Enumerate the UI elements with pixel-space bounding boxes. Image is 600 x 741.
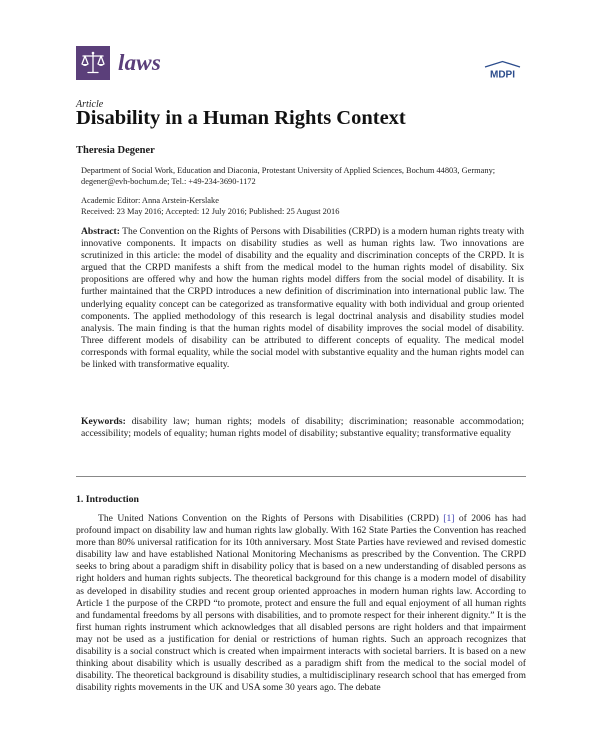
author-name: Theresia Degener [76, 145, 155, 156]
author-affiliation: Department of Social Work, Education and Diaconia, Protestant University of Applied Sciences, Bochum 44803, Germany; degener@evh-bochum.de; Tel.: +49-234-3690-1172 [81, 166, 496, 186]
publisher-name: MDPI [490, 69, 515, 80]
editor-dates-block [81, 195, 526, 217]
abstract-label: Abstract: [81, 226, 120, 237]
keywords-text: disability law; human rights; models of disability; discrimination; reasonable accommodation; accessibility; models of equality; human rights model of disability; substantive equality; transformative equality [81, 416, 524, 440]
section-heading: 1. Introduction [76, 494, 139, 505]
abstract-text: The Convention on the Rights of Persons with Disabilities (CRPD) is a modern human rights treaty with innovative components. It impacts on disability studies as well as human rights law. Two innovations are scrutinized in this article: the model of disability and the equality and discrimination concepts of the CRPD. It is argued that the CRPD manifests a shift from the medical model to the human rights model of disability. Six propositions are offered why and how the human rights model differs from the social model of disability. It is further maintained that the CRPD introduces a new definition of discrimination into international public law. The underlying equality concept can be categorized as transformative equality with both individual and group oriented components. The applied methodology of this research is legal doctrinal analysis and disability studies model analysis. The main finding is that the human rights model of disability improves the social model of disability. Three different models of disability can be attributed to different concepts of equality. The medical model corresponds with formal equality, while the social model with substantive equality and the human rights model can be linked with transformative equality. [81, 226, 524, 371]
body-text-start: The United Nations Convention on the Rights of Persons with Disabilities (CRPD) [98, 513, 439, 524]
article-type: Article [76, 99, 104, 110]
abstract [81, 226, 524, 371]
article-title: Disability in a Human Rights Context [76, 107, 406, 129]
mdpi-logo[interactable] [483, 60, 522, 80]
journal-name: laws [118, 50, 161, 75]
publication-dates: Received: 23 May 2016; Accepted: 12 July 2016; Published: 25 August 2016 [81, 207, 340, 216]
reference-link[interactable]: [1] [443, 513, 455, 524]
scales-of-justice-icon [76, 46, 110, 80]
keywords [81, 416, 524, 440]
academic-editor: Academic Editor: Anna Arstein-Kerslake [81, 196, 219, 205]
body-text-rest: of 2006 has had profound impact on disability law and human rights law globally. With 162 State Parties the Convention has reached more than 80% universal ratification for its 10th anniversary. Most State Parties have reviewed and revised domestic disability law and have established National Monitoring Mechanisms as prescribed by the Convention. The CRPD seeks to bring about a paradigm shift in disability policy that is based on a new understanding of disabled persons as right holders and human rights subjects. The theoretical background for this change is a modern model of disability as developed in disability studies and recent group oriented approaches in modern human rights law. According to Article 1 the purpose of the CRPD “to promote, protect and ensure the full and equal enjoyment of all human rights and fundamental freedoms by all persons with disabilities, and to promote respect for their inherent dignity.” It is the first human rights instrument which acknowledges that all disabled persons are right holders and that impairment may not be used as a justification for denial or restrictions of human rights. Such an approach recognizes that disability is a social construct which is created when impairment interacts with societal barriers. It is based on a new thinking about disability which is usually described as a paradigm shift from the medical to the social model of disability. The theoretical background is disability studies, a multidisciplinary research school that has emerged from disability rights movements in the UK and USA some 30 years ago. The debate [76, 513, 526, 694]
keywords-label: Keywords: [81, 416, 126, 427]
section-divider [76, 476, 526, 477]
journal-logo[interactable] [76, 46, 161, 80]
introduction-paragraph [76, 513, 526, 694]
